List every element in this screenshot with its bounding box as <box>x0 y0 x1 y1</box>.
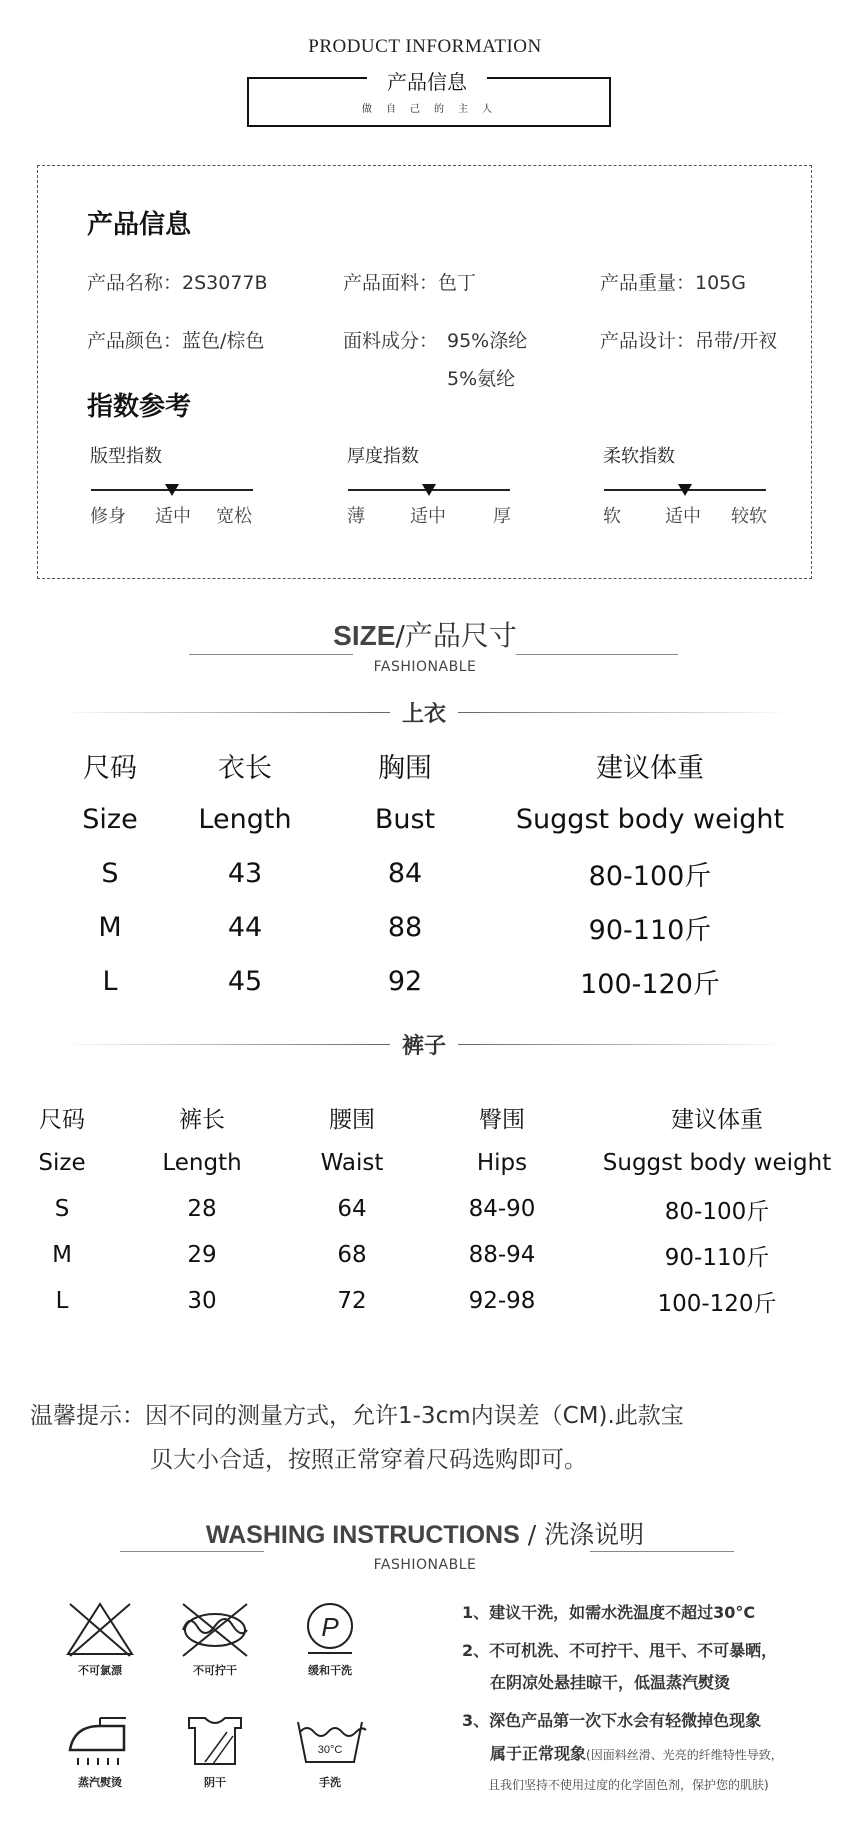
table-header-row-en <box>60 792 820 846</box>
product-color: 产品颜色：蓝色/棕色 <box>87 330 265 352</box>
product-weight: 产品重量：105G <box>600 272 746 294</box>
table-cell: 80-100斤 <box>588 860 712 892</box>
fit-index-label-1: 修身 <box>90 506 126 527</box>
pants-size-table <box>12 1094 842 1324</box>
table-cell: S <box>101 857 119 889</box>
table-cell: 28 <box>187 1196 217 1222</box>
softness-index-label-3: 较软 <box>731 506 767 527</box>
table-header-row-cn <box>12 1094 842 1140</box>
table-cell: S <box>54 1196 70 1222</box>
top-divider-right <box>458 712 790 713</box>
table-cell: 88-94 <box>468 1242 536 1268</box>
washing-title-en: WASHING INSTRUCTIONS <box>205 1521 520 1549</box>
table-cell: 44 <box>227 911 263 943</box>
product-name: 产品名称：2S3077B <box>87 272 268 294</box>
header-title-en: PRODUCT INFORMATION <box>308 36 542 57</box>
top-size-table <box>60 738 820 1008</box>
table-cell: 88 <box>387 911 423 943</box>
size-title-en: SIZE <box>333 620 396 651</box>
washing-title-cn: / 洗涤说明 <box>519 1520 645 1549</box>
washing-tagline: FASHIONABLE <box>373 1557 477 1573</box>
table-header-cell: Size <box>38 1150 86 1176</box>
softness-index-title: 柔软指数 <box>603 446 675 467</box>
softness-index-label-1: 软 <box>603 506 621 527</box>
table-cell: 90-110斤 <box>664 1244 770 1271</box>
shade-dry-label: 阴干 <box>204 1776 226 1789</box>
table-header-cell: 尺码 <box>83 752 137 784</box>
table-row <box>60 954 820 1008</box>
table-header-cell: 衣长 <box>218 752 272 784</box>
table-header-cell: Suggst body weight <box>515 803 785 835</box>
fit-index-label-2: 适中 <box>155 506 191 527</box>
table-header-row-cn <box>60 738 820 792</box>
steam-iron-label: 蒸汽熨烫 <box>78 1776 122 1789</box>
svg-text:P: P <box>321 1612 339 1642</box>
wash-instruction-3: 3、深色产品第一次下水会有轻微掉色现象 <box>462 1711 762 1730</box>
table-header-cell: Length <box>162 1150 242 1176</box>
table-cell: 45 <box>227 965 263 997</box>
table-row <box>12 1278 842 1324</box>
table-header-row-en <box>12 1140 842 1186</box>
table-cell: 30 <box>187 1288 217 1314</box>
no-wring-label: 不可拧干 <box>193 1664 237 1677</box>
table-cell: M <box>52 1242 72 1268</box>
fit-index-title: 版型指数 <box>90 446 162 467</box>
washing-title-line-right <box>590 1551 734 1552</box>
thickness-index-label-3: 厚 <box>493 506 511 527</box>
table-header-cell: 胸围 <box>378 752 432 784</box>
table-header-cell: 尺码 <box>39 1106 85 1133</box>
no-wring-icon <box>175 1598 255 1660</box>
size-tagline: FASHIONABLE <box>373 659 477 675</box>
table-row <box>60 846 820 900</box>
table-cell: 64 <box>337 1196 367 1222</box>
no-bleach-label: 不可氯漂 <box>78 1664 122 1677</box>
top-divider-left <box>60 712 390 713</box>
index-heading: 指数参考 <box>87 392 192 422</box>
table-cell: 92-98 <box>468 1288 536 1314</box>
thickness-index-marker <box>422 484 436 496</box>
no-bleach-icon <box>60 1598 140 1660</box>
tip-line-2: 贝大小合适，按照正常穿着尺码选购即可。 <box>150 1447 587 1473</box>
fit-index-marker <box>165 484 179 496</box>
header-subtitle: 做自己的主人 <box>362 104 506 115</box>
table-header-cell: Waist <box>320 1150 384 1176</box>
table-cell: 72 <box>337 1288 367 1314</box>
table-cell: 29 <box>187 1242 217 1268</box>
table-cell: 100-120斤 <box>580 968 720 1000</box>
size-title-line-left <box>189 654 353 655</box>
size-title-cn: /产品尺寸 <box>395 619 517 652</box>
table-cell: L <box>102 965 118 997</box>
gentle-dry-clean-label: 缓和干洗 <box>308 1664 352 1677</box>
wash-instruction-3b-note: (因面料丝滑、光亮的纤维特性导致， <box>586 1748 783 1762</box>
washing-title-line-left <box>120 1551 264 1552</box>
top-section-label: 上衣 <box>401 702 446 727</box>
table-row <box>12 1186 842 1232</box>
hand-wash-label: 手洗 <box>319 1776 341 1789</box>
wash-instruction-2: 2、不可机洗、不可拧干、甩干、不可暴晒， <box>462 1641 778 1660</box>
table-header-cell: Bust <box>374 803 436 835</box>
table-cell: 90-110斤 <box>588 914 712 946</box>
product-info-heading: 产品信息 <box>87 210 192 240</box>
size-title-line-right <box>516 654 678 655</box>
product-fabric: 产品面料：色丁 <box>343 272 477 294</box>
table-header-cell: 腰围 <box>329 1106 375 1133</box>
table-cell: 43 <box>227 857 263 889</box>
table-header-cell: Size <box>82 803 138 835</box>
thickness-index-label-1: 薄 <box>347 506 365 527</box>
pants-divider-left <box>60 1044 390 1045</box>
table-header-cell: 臀围 <box>479 1106 525 1133</box>
steam-iron-icon <box>60 1710 140 1772</box>
table-row <box>60 900 820 954</box>
table-cell: 68 <box>337 1242 367 1268</box>
fit-index-label-3: 宽松 <box>216 506 252 527</box>
tip-line-1: 温馨提示：因不同的测量方式，允许1-3cm内误差（CM).此款宝 <box>30 1403 684 1429</box>
wash-instruction-2b: 在阴凉处悬挂晾干，低温蒸汽熨烫 <box>490 1673 731 1692</box>
table-cell: 80-100斤 <box>664 1198 770 1225</box>
wash-instruction-3b <box>490 1737 783 1772</box>
product-composition-label: 面料成分： <box>343 330 439 352</box>
softness-index-marker <box>678 484 692 496</box>
size-section-title <box>0 614 850 654</box>
table-header-cell: Hips <box>476 1150 528 1176</box>
table-header-cell: 建议体重 <box>671 1106 763 1133</box>
softness-index-label-2: 适中 <box>665 506 701 527</box>
table-header-cell: 建议体重 <box>596 752 704 784</box>
wash-instruction-3c: 且我们坚持不使用过度的化学固色剂，保护您的肌肤) <box>488 1778 769 1792</box>
table-cell: L <box>55 1288 69 1314</box>
pants-section-label: 裤子 <box>401 1034 446 1059</box>
table-header-cell: 裤长 <box>179 1106 225 1133</box>
table-cell: M <box>98 911 122 943</box>
thickness-index-title: 厚度指数 <box>347 446 419 467</box>
table-cell: 100-120斤 <box>657 1290 777 1317</box>
product-design: 产品设计：吊带/开衩 <box>600 330 778 352</box>
product-composition-1: 95%涤纶 <box>447 330 528 352</box>
gentle-dry-clean-icon <box>290 1596 370 1658</box>
table-row <box>12 1232 842 1278</box>
header-title-cn: 产品信息 <box>387 70 467 94</box>
washing-title <box>0 1515 850 1551</box>
hand-wash-icon <box>290 1710 370 1772</box>
table-cell: 84-90 <box>468 1196 536 1222</box>
table-cell: 84 <box>387 857 423 889</box>
wash-instruction-3b-bold: 属于正常现象 <box>490 1744 587 1763</box>
thickness-index-label-2: 适中 <box>410 506 446 527</box>
table-header-cell: Suggst body weight <box>602 1150 832 1176</box>
pants-divider-right <box>458 1044 790 1045</box>
wash-instruction-1: 1、建议干洗，如需水洗温度不超过30°C <box>462 1603 756 1622</box>
hand-wash-temp: 30°C <box>317 1744 343 1756</box>
table-header-cell: Length <box>198 803 292 835</box>
table-cell: 92 <box>387 965 423 997</box>
product-composition-2: 5%氨纶 <box>447 368 516 390</box>
shade-dry-icon <box>175 1710 255 1772</box>
